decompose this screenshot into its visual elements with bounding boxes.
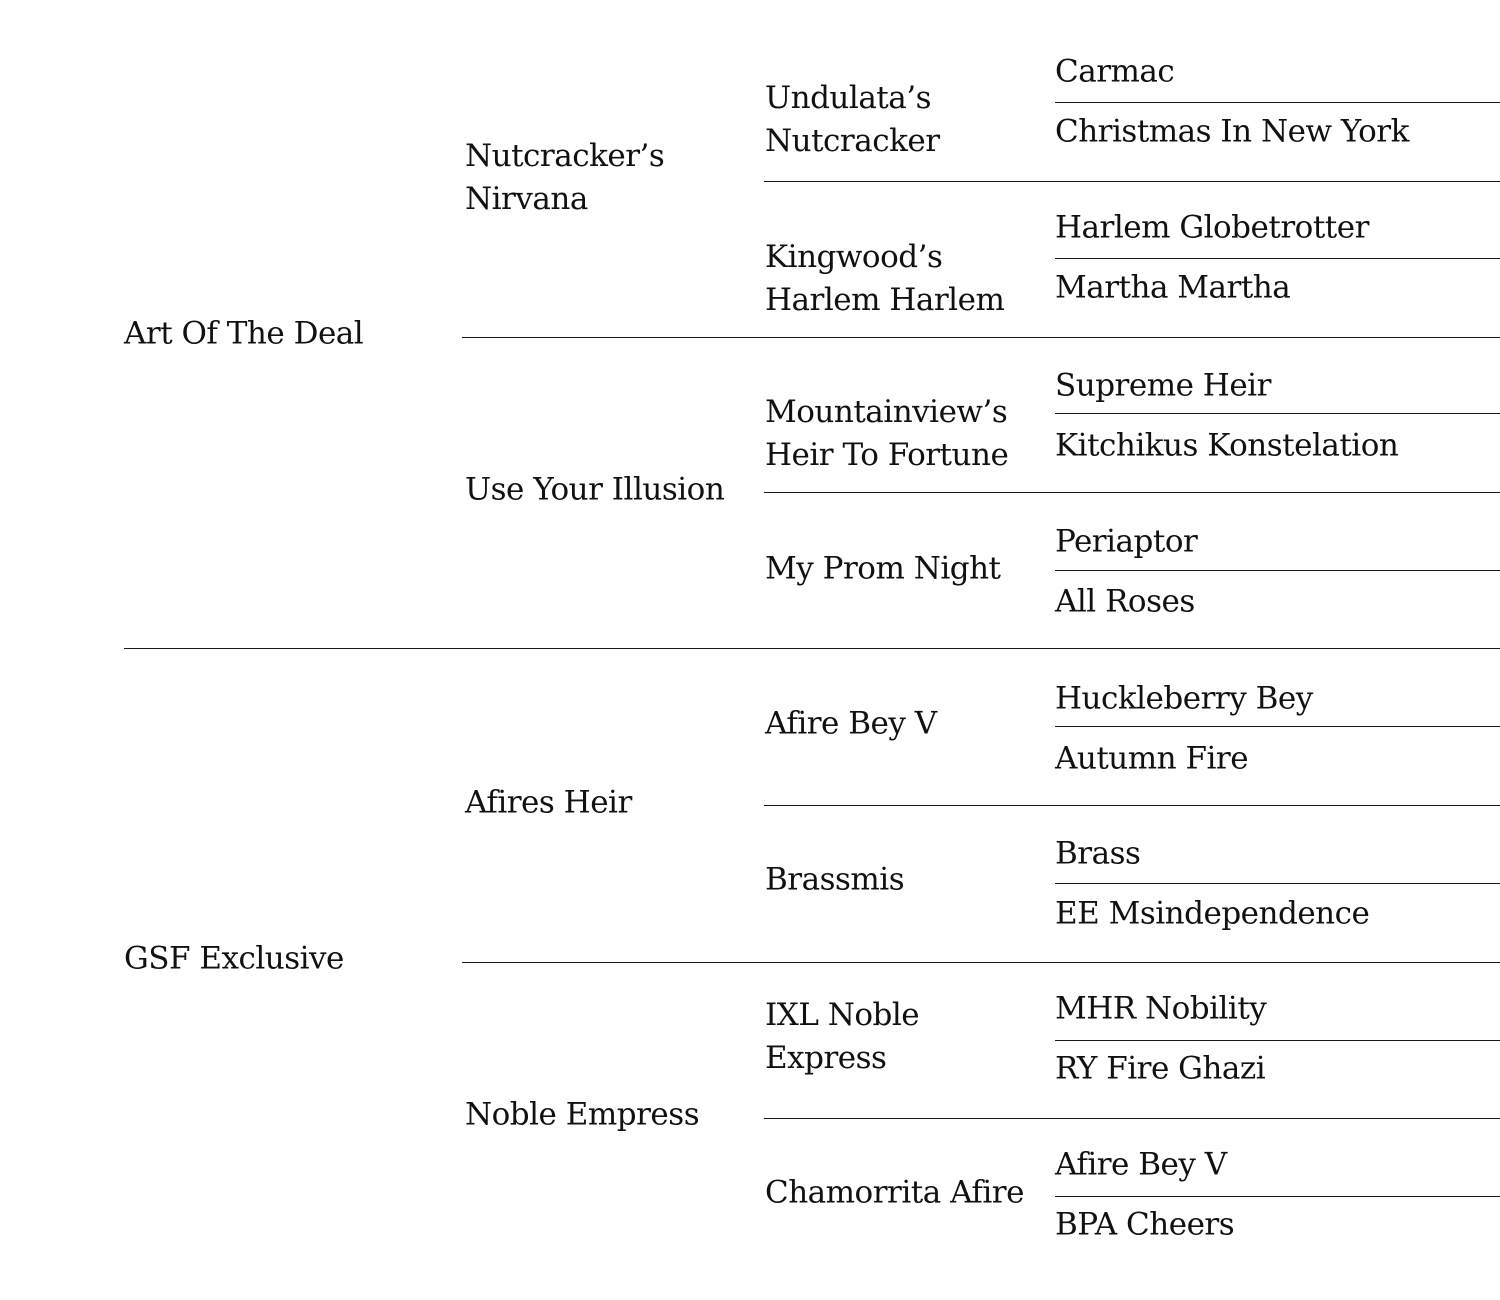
gen3-name-1: Undulata’s Nutcracker xyxy=(765,80,940,159)
generation2-divider-2 xyxy=(462,962,1500,963)
gen4-name-1: Carmac xyxy=(1055,53,1175,90)
gen3-name-6: Brassmis xyxy=(765,861,905,898)
gen3-name-2: Kingwood’s Harlem Harlem xyxy=(765,239,1005,318)
gen4-name-5: Supreme Heir xyxy=(1055,367,1271,404)
gen4-name-7: Periaptor xyxy=(1055,523,1198,560)
sire-sire-name: Nutcracker’s Nirvana xyxy=(465,138,665,217)
generation4-divider-2 xyxy=(1055,258,1500,259)
generation2-divider-1 xyxy=(462,337,1500,338)
generation3-divider-1 xyxy=(764,181,1500,182)
dam-dam-name: Noble Empress xyxy=(465,1096,700,1133)
generation4-divider-1 xyxy=(1055,102,1500,103)
generation1-divider xyxy=(124,648,1500,649)
gen4-name-14: RY Fire Ghazi xyxy=(1055,1050,1266,1087)
generation3-divider-3 xyxy=(764,805,1500,806)
gen3-name-5: Afire Bey V xyxy=(765,705,937,742)
generation4-divider-7 xyxy=(1055,1040,1500,1041)
gen4-name-13: MHR Nobility xyxy=(1055,990,1267,1027)
gen4-name-11: Brass xyxy=(1055,835,1141,872)
generation4-divider-5 xyxy=(1055,726,1500,727)
gen4-name-10: Autumn Fire xyxy=(1055,740,1249,777)
gen4-name-15: Afire Bey V xyxy=(1055,1146,1227,1183)
gen4-name-2: Christmas In New York xyxy=(1055,113,1409,150)
gen4-name-3: Harlem Globetrotter xyxy=(1055,209,1369,246)
gen4-name-8: All Roses xyxy=(1055,583,1195,620)
gen4-name-4: Martha Martha xyxy=(1055,269,1291,306)
generation4-divider-4 xyxy=(1055,570,1500,571)
generation4-divider-8 xyxy=(1055,1196,1500,1197)
gen4-name-9: Huckleberry Bey xyxy=(1055,680,1313,717)
gen3-name-7: IXL Noble Express xyxy=(765,997,920,1076)
gen4-name-6: Kitchikus Konstelation xyxy=(1055,427,1399,464)
generation3-divider-4 xyxy=(764,1118,1500,1119)
gen4-name-12: EE Msindependence xyxy=(1055,895,1370,932)
generation4-divider-3 xyxy=(1055,413,1500,414)
generation3-divider-2 xyxy=(764,492,1500,493)
gen4-name-16: BPA Cheers xyxy=(1055,1206,1235,1243)
sire-dam-name: Use Your Illusion xyxy=(465,471,725,508)
gen3-name-8: Chamorrita Afire xyxy=(765,1174,1024,1211)
sire-name: Art Of The Deal xyxy=(124,315,364,352)
dam-name: GSF Exclusive xyxy=(124,940,344,977)
dam-sire-name: Afires Heir xyxy=(465,784,632,821)
gen3-name-3: Mountainview’s Heir To Fortune xyxy=(765,394,1009,473)
gen3-name-4: My Prom Night xyxy=(765,550,1001,587)
generation4-divider-6 xyxy=(1055,883,1500,884)
